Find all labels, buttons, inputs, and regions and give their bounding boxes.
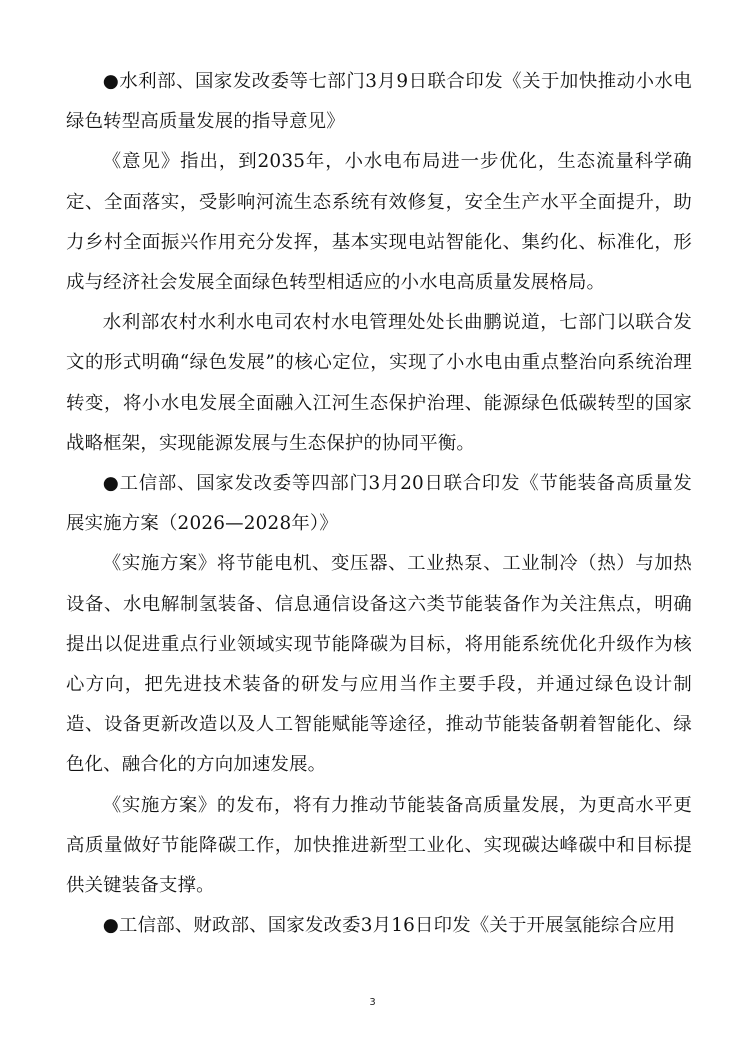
official-comment-paragraph: 水利部农村水利水电司农村水电管理处处长曲鹏说道，七部门以联合发文的形式明确“绿色发展”的核心定位，实现了小水电由重点整治向系统治理转变，将小水电发展全面融入江河生态保护治理、能源绿色低碳转型的国家战略框架，实现能源发展与生态保护的协同平衡。 [66,312,692,454]
news-item-small-hydropower-heading: ●水利部、国家发改委等七部门3月9日联合印发《关于加快推动小水电绿色转型高质量发展的指导意见》 [66,71,692,133]
news-item-hydrogen-heading: ●工信部、财政部、国家发改委3月16日印发《关于开展氢能综合应用 [102,915,676,937]
news-item-energy-saving-equipment-heading: ●工信部、国家发改委等四部门3月20日联合印发《节能装备高质量发展实施方案（2026—2028年）》 [66,473,692,535]
opinion-summary-paragraph: 《意见》指出，到2035年，小水电布局进一步优化，生态流量科学确定、全面落实，受影响河流生态系统有效修复，安全生产水平全面提升，助力乡村全面振兴作用充分发挥，基本实现电站智能化、集约化、标准化，形成与经济社会发展全面绿色转型相适应的小水电高质量发展格局。 [66,151,692,294]
implementation-plan-paragraph: 《实施方案》将节能电机、变压器、工业热泵、工业制冷（热）与加热设备、水电解制氢装备、信息通信设备这六类节能装备作为关注焦点，明确提出以促进重点行业领域实现节能降碳为目标，将用能系统优化升级作为核心方向，把先进技术装备的研发与应用当作主要手段，并通过绿色设计制造、设备更新改造以及人工智能赋能等途径，推动节能装备朝着智能化、绿色化、融合化的方向加速发展。 [66,553,692,776]
page-number: 3 [369,997,376,1008]
document-body [66,62,692,946]
implementation-plan-impact-paragraph: 《实施方案》的发布，将有力推动节能装备高质量发展，为更高水平更高质量做好节能降碳工作，加快推进新型工业化、实现碳达峰碳中和目标提供关键装备支撑。 [66,794,692,897]
